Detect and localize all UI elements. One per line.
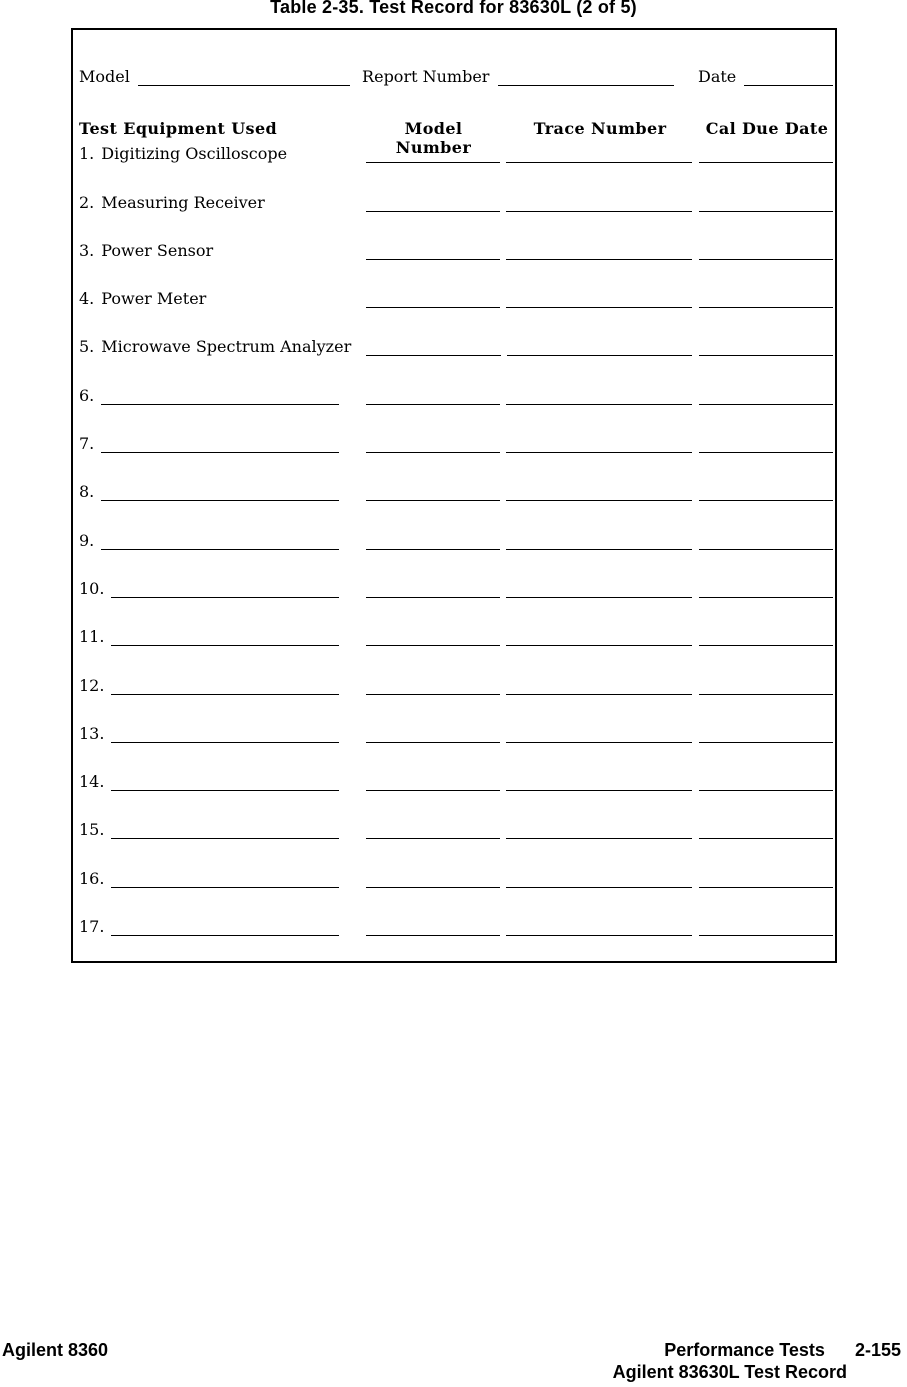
equipment-row [79, 308, 833, 356]
test-record-form-box [71, 28, 837, 963]
equipment-name-blank-line [111, 631, 338, 646]
row-number: 4. [79, 289, 95, 309]
model-number-blank-line [366, 728, 501, 743]
model-blank-line [138, 71, 350, 86]
equipment-cell [79, 917, 346, 936]
model-number-blank-line [366, 583, 501, 598]
trace-number-blank-line [506, 486, 692, 501]
equipment-row [79, 163, 833, 211]
report-number-field-label: Report Number [362, 67, 490, 86]
column-header-model-number: Model Number [395, 119, 472, 157]
equipment-name-blank-line [101, 535, 338, 550]
model-number-blank-line [366, 197, 501, 212]
column-header-trace-number: Trace Number [533, 119, 667, 138]
equipment-cell [79, 337, 352, 357]
footer-left: Agilent 8360 [2, 1340, 109, 1360]
equipment-name: Measuring Receiver [101, 192, 265, 212]
model-number-blank-line [366, 293, 501, 308]
equipment-row [79, 405, 833, 453]
equipment-row [79, 646, 833, 694]
row-number: 3. [79, 240, 95, 260]
equipment-name-blank-line [101, 438, 338, 453]
row-number: 6. [79, 385, 95, 405]
table-title: Table 2-35. Test Record for 83630L (2 of 5) [270, 0, 637, 17]
cal-due-date-blank-line [699, 921, 833, 936]
row-number: 11. [79, 627, 105, 647]
equipment-name-blank-line [111, 680, 338, 695]
cal-due-date-blank-line [699, 824, 833, 839]
equipment-row [79, 550, 833, 598]
model-number-blank-line [366, 148, 501, 163]
equipment-name-blank-line [101, 390, 338, 405]
equipment-name-blank-line [111, 728, 338, 743]
cal-due-date-blank-line [699, 776, 833, 791]
equipment-name: Digitizing Oscilloscope [101, 144, 288, 164]
cal-due-date-blank-line [699, 486, 833, 501]
trace-number-blank-line [506, 728, 692, 743]
row-number: 15. [79, 820, 105, 840]
equipment-cell [79, 241, 346, 260]
cal-due-date-blank-line [699, 293, 833, 308]
cal-due-date-blank-line [699, 728, 833, 743]
model-number-blank-line [366, 680, 501, 695]
row-number: 14. [79, 772, 105, 792]
cal-due-date-blank-line [699, 438, 833, 453]
trace-number-blank-line [506, 438, 692, 453]
equipment-row [79, 743, 833, 791]
cal-due-date-blank-line [699, 873, 833, 888]
date-field-label: Date [697, 67, 737, 86]
equipment-name: Power Sensor [101, 240, 214, 260]
date-blank-line [744, 71, 833, 86]
model-number-blank-line [366, 776, 501, 791]
trace-number-blank-line [506, 921, 692, 936]
equipment-row [79, 260, 833, 308]
equipment-cell [79, 482, 346, 501]
model-number-blank-line [366, 390, 501, 405]
report-number-blank-line [498, 71, 674, 86]
cal-due-date-blank-line [699, 390, 833, 405]
equipment-name-blank-line [101, 486, 338, 501]
row-number: 9. [79, 530, 95, 550]
equipment-name-blank-line [111, 583, 338, 598]
equipment-cell [79, 676, 346, 695]
cal-due-date-blank-line [699, 197, 833, 212]
equipment-row [79, 453, 833, 501]
equipment-cell [79, 386, 346, 405]
model-number-blank-line [366, 631, 501, 646]
equipment-name-blank-line [111, 921, 338, 936]
model-number-blank-line [366, 921, 501, 936]
trace-number-blank-line [506, 245, 692, 260]
row-number: 12. [79, 675, 105, 695]
row-number: 10. [79, 578, 105, 598]
model-number-blank-line [366, 486, 501, 501]
trace-number-blank-line [506, 148, 692, 163]
model-number-blank-line [366, 535, 501, 550]
equipment-cell [79, 820, 346, 839]
footer-page-number: 2-155 [854, 1340, 901, 1360]
row-number: 7. [79, 434, 95, 454]
model-number-blank-line [366, 438, 501, 453]
row-number: 1. [79, 144, 95, 164]
equipment-rows [79, 115, 833, 936]
equipment-cell [79, 724, 346, 743]
trace-number-blank-line [506, 873, 692, 888]
trace-number-blank-line [506, 631, 692, 646]
column-header-cal-due-date: Cal Due Date [705, 119, 829, 138]
row-number: 5. [79, 337, 95, 357]
trace-number-blank-line [506, 197, 692, 212]
footer-right-line1 [664, 1340, 901, 1361]
row-number: 13. [79, 723, 105, 743]
equipment-row [79, 501, 833, 549]
cal-due-date-blank-line [699, 148, 833, 163]
equipment-cell [79, 869, 346, 888]
cal-due-date-blank-line [699, 341, 833, 356]
cal-due-date-blank-line [699, 631, 833, 646]
equipment-row [79, 356, 833, 404]
model-number-blank-line [366, 341, 501, 356]
trace-number-blank-line [506, 293, 692, 308]
equipment-cell [79, 193, 346, 212]
model-number-blank-line [366, 873, 501, 888]
footer-right-line2: Agilent 83630L Test Record [612, 1362, 847, 1382]
equipment-cell [79, 289, 346, 308]
equipment-cell [79, 434, 346, 453]
cal-due-date-blank-line [699, 583, 833, 598]
trace-number-blank-line [506, 390, 692, 405]
model-field-label: Model [79, 67, 130, 86]
equipment-name-blank-line [111, 776, 338, 791]
footer-section-title: Performance Tests [664, 1340, 825, 1360]
trace-number-blank-line [506, 680, 692, 695]
equipment-name: Power Meter [101, 289, 207, 309]
column-header-equipment: Test Equipment Used [79, 119, 278, 138]
form-header-fields [79, 67, 833, 86]
model-number-blank-line [366, 824, 501, 839]
trace-number-blank-line [506, 535, 692, 550]
equipment-cell [79, 627, 346, 646]
trace-number-blank-line [507, 341, 693, 356]
row-number: 16. [79, 868, 105, 888]
equipment-cell [79, 579, 346, 598]
row-number: 17. [79, 917, 105, 937]
equipment-row [79, 212, 833, 260]
model-number-blank-line [366, 245, 501, 260]
equipment-name: Microwave Spectrum Analyzer [101, 337, 352, 357]
equipment-row [79, 598, 833, 646]
equipment-name-blank-line [111, 873, 338, 888]
equipment-row [79, 888, 833, 936]
equipment-name-blank-line [111, 824, 338, 839]
cal-due-date-blank-line [699, 245, 833, 260]
cal-due-date-blank-line [699, 680, 833, 695]
cal-due-date-blank-line [699, 535, 833, 550]
equipment-row [79, 695, 833, 743]
trace-number-blank-line [506, 583, 692, 598]
equipment-cell [79, 144, 346, 163]
equipment-cell [79, 531, 346, 550]
equipment-cell [79, 772, 346, 791]
trace-number-blank-line [506, 776, 692, 791]
equipment-row [79, 839, 833, 887]
row-number: 8. [79, 482, 95, 502]
row-number: 2. [79, 192, 95, 212]
equipment-row [79, 791, 833, 839]
equipment-row [79, 115, 833, 163]
trace-number-blank-line [506, 824, 692, 839]
